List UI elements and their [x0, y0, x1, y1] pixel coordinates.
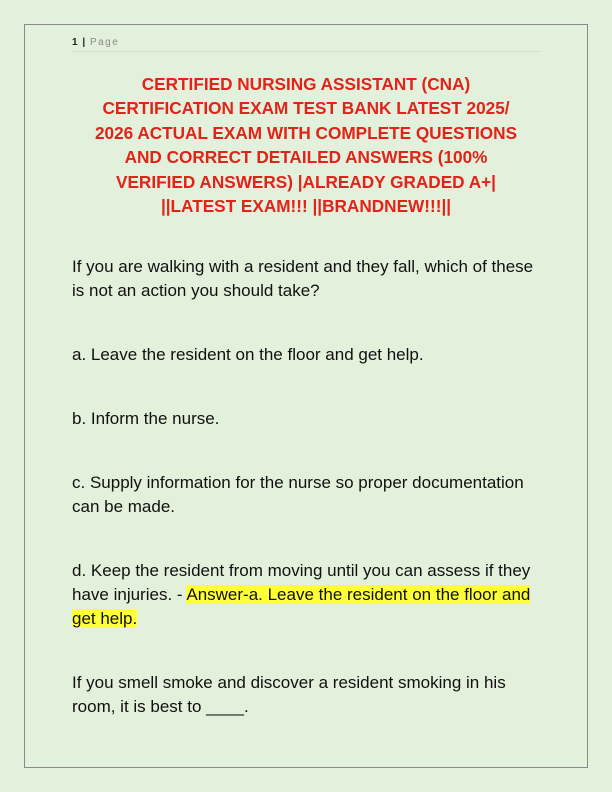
answer-highlight: Answer-a. Leave the resident on the floor and get help.: [72, 585, 531, 628]
page-label: Page: [89, 37, 120, 48]
question-1-option-c: c. Supply information for the nurse so proper documentation can be made.: [72, 473, 524, 516]
question-1-option-d: [72, 559, 542, 631]
question-1-prompt: If you are walking with a resident and they fall, which of these is not an action you should take?: [72, 257, 534, 300]
title-line: VERIFIED ANSWERS) |ALREADY GRADED A+|: [116, 171, 496, 192]
title-line: 2026 ACTUAL EXAM WITH COMPLETE QUESTIONS: [94, 122, 518, 143]
page-header: [72, 37, 540, 52]
header-separator: |: [82, 37, 86, 48]
question-2-prompt: If you smell smoke and discover a resident smoking in his room, it is best to ____.: [72, 673, 506, 716]
title-line: CERTIFICATION EXAM TEST BANK LATEST 2025/: [102, 98, 510, 119]
option-d-text: d. Keep the resident from moving until you can assess if they have injuries. -: [72, 561, 531, 604]
title-line: AND CORRECT DETAILED ANSWERS (100%: [124, 147, 488, 168]
question-1-option-b: b. Inform the nurse.: [72, 409, 220, 428]
page-number: 1: [72, 37, 78, 48]
title-line: CERTIFIED NURSING ASSISTANT (CNA): [141, 74, 471, 94]
title-line: ||LATEST EXAM!!! ||BRANDNEW!!!||: [160, 196, 452, 217]
document-title: [72, 72, 540, 218]
question-1-option-a: a. Leave the resident on the floor and get help.: [72, 345, 424, 364]
